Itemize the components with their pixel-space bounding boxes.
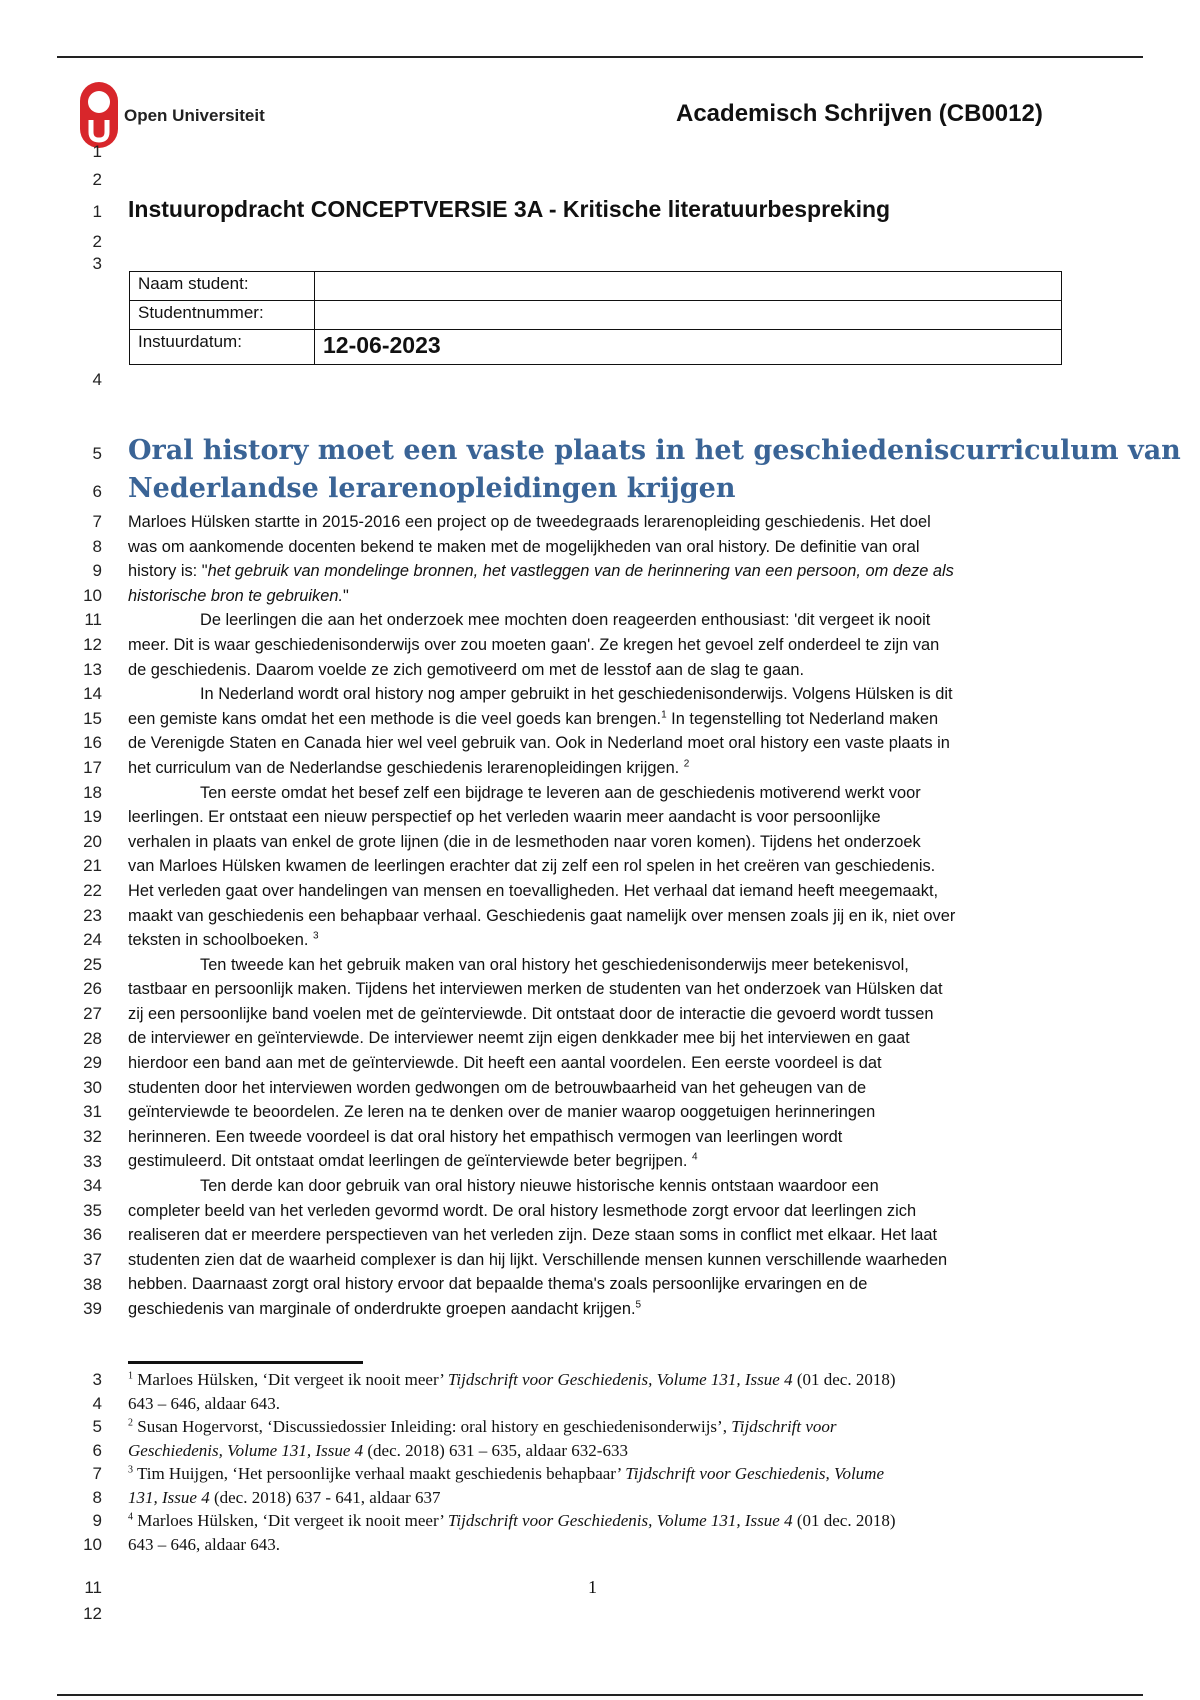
body-line: Ten eerste omdat het besef zelf een bijdrage te leveren aan de geschiedenis motiverend werkt voor (200, 783, 921, 802)
line-number: 34 (83, 1176, 102, 1196)
line-number: 15 (83, 708, 102, 728)
line-number: 35 (83, 1200, 102, 1220)
line-number: 19 (83, 807, 102, 827)
line-number: 4 (92, 370, 102, 389)
body-line: Marloes Hülsken startte in 2015-2016 een project op de tweedegraads lerarenopleiding geschiedenis. Het doel (128, 513, 931, 531)
table-row (130, 272, 1062, 301)
body-line: was om aankomende docenten bekend te maken met de mogelijkheden van oral history. De definitie van oral (128, 537, 920, 556)
line-number: 6 (92, 1440, 102, 1460)
line-number: 33 (83, 1151, 102, 1171)
body-line: de Verenigde Staten en Canada hier wel veel gebruik van. Ook in Nederland moet oral history een vaste plaats in (128, 734, 950, 753)
article-title-line: Nederlandse lerarenopleidingen krijgen (128, 473, 736, 504)
body-line: teksten in schoolboeken. $^3$ (128, 930, 319, 950)
body-line: maakt van geschiedenis een behapbaar verhaal. Geschiedenis gaat namelijk over mensen zoals jij en ik, niet over (128, 906, 956, 925)
footnote-ref: 2 (683, 758, 690, 770)
line-number: 9 (92, 561, 102, 581)
article-body (128, 510, 1068, 1322)
line-number: 12 (83, 635, 102, 654)
body-line: history is: "het gebruik van mondelinge bronnen, het vastleggen van de herinnering van een persoon, om deze als (128, 562, 954, 581)
line-number: 8 (92, 536, 102, 556)
body-line: de geschiedenis. Daarom voelde ze zich gemotiveerd om met de lesstof aan de slag te gaan. (128, 660, 805, 679)
article-title-line: Oral history moet een vaste plaats in het geschiedeniscurriculum van (128, 435, 1181, 466)
table-row (130, 330, 1062, 365)
line-number: 23 (83, 905, 102, 925)
course-title: Academisch Schrijven (CB0012) (676, 100, 1043, 127)
body-line: de interviewer en geïnterviewde. De interviewer neemt zijn eigen denkkader mee bij het interviewen en gaat (128, 1029, 910, 1048)
line-number: 39 (83, 1299, 102, 1319)
line-number: 4 (92, 1393, 102, 1413)
body-line: Ten derde kan door gebruik van oral history nieuwe historische kennis ontstaan waardoor een (200, 1177, 879, 1196)
footnote: 131, Issue 4 (dec. 2018) 637 - 641, aldaar 637 (128, 1487, 441, 1507)
line-number: 2 (92, 232, 102, 251)
body-line: geïnterviewde te beoordelen. Ze leren na te denken over de manier waarop ooggetuigen herinneringen (128, 1103, 876, 1122)
student-info-table (129, 271, 1062, 365)
line-number: 7 (92, 1464, 102, 1483)
line-number: 11 (84, 610, 102, 630)
line-number: 31 (83, 1102, 102, 1122)
top-rule (57, 56, 1143, 58)
line-number: 8 (92, 1487, 102, 1507)
line-number: 13 (83, 659, 102, 679)
body-line: meer. Dit is waar geschiedenisonderwijs over zou moeten gaan'. Ze kregen het gevoel zelf onderdeel te zijn van (128, 635, 940, 654)
article-title (128, 432, 1181, 508)
footnote: Geschiedenis, Volume 131, Issue 4 (dec. 2018) 631 – 635, aldaar 632-633 (128, 1440, 628, 1460)
line-number: 10 (83, 1534, 102, 1554)
line-number: 28 (83, 1028, 102, 1048)
body-line: In Nederland wordt oral history nog amper gebruikt in het geschiedenisonderwijs. Volgens Hülsken is dit (200, 685, 953, 704)
line-number: 1 (92, 202, 102, 221)
line-number: 1 (92, 142, 102, 161)
line-number: 6 (92, 482, 102, 501)
line-number: 37 (83, 1250, 102, 1269)
line-number: 20 (83, 831, 102, 851)
body-line: De leerlingen die aan het onderzoek mee mochten doen reageerden enthousiast: 'dit vergeet ik nooit (200, 611, 931, 630)
footnote-ref: 3 (312, 930, 319, 942)
assignment-title: Instuuropdracht CONCEPTVERSIE 3A - Kritische literatuurbespreking (128, 196, 891, 222)
body-line: historische bron te gebruiken." (128, 586, 349, 605)
student-number-value (315, 301, 1062, 330)
line-number: 10 (83, 585, 102, 605)
line-number: 3 (92, 1370, 102, 1389)
footnote-ref: 1 (661, 709, 667, 721)
logo-text: Open Universiteit (124, 106, 265, 125)
footnote: $^4$ Marloes Hülsken, ‘Dit vergeet ik nooit meer’ Tijdschrift voor Geschiedenis, Volume 131, Issue 4 (01 dec. 2018) (128, 1511, 896, 1530)
name-value (315, 272, 1062, 301)
body-line: verhalen in plaats van enkel de grote lijnen (die in de lesmethoden naar voren komen). Tijdens het onderzoek (128, 832, 921, 851)
submit-date-value: 12-06-2023 (315, 330, 1062, 365)
name-label: Naam student: (130, 272, 315, 301)
line-number: 32 (83, 1127, 102, 1146)
line-number: 5 (92, 1417, 102, 1436)
submit-date-label: Instuurdatum: (130, 330, 315, 365)
footnote: $^2$ Susan Hogervorst, ‘Discussiedossier Inleiding: oral history en geschiedenisonderwijs’, Tijdschrift voor (128, 1417, 837, 1436)
line-number: 16 (83, 733, 102, 753)
body-line: van Marloes Hülsken kwamen de leerlingen erachter dat zij zelf een rol spelen in het creëren van geschiedenis. (128, 857, 936, 876)
line-number: 29 (83, 1053, 102, 1073)
footnote-separator (128, 1361, 363, 1364)
footnote-ref: 5 (635, 1299, 642, 1311)
line-number: 38 (83, 1274, 102, 1294)
line-number: 11 (84, 1578, 102, 1597)
line-number: 21 (83, 856, 102, 876)
line-number: 26 (83, 979, 102, 999)
line-number: 7 (92, 512, 102, 531)
line-number: 12 (83, 1604, 102, 1623)
body-line: Ten tweede kan het gebruik maken van oral history het geschiedenisonderwijs meer betekenisvol, (200, 955, 909, 974)
bottom-rule (57, 1694, 1143, 1696)
body-line: tastbaar en persoonlijk maken. Tijdens het interviewen merken de studenten van het onderzoek van Hülsken dat (128, 980, 943, 999)
line-number: 27 (83, 1004, 102, 1023)
body-line: herinneren. Een tweede voordeel is dat oral history het empathisch vermogen van leerlingen wordt (128, 1127, 843, 1146)
footnote: $^1$ Marloes Hülsken, ‘Dit vergeet ik nooit meer’ Tijdschrift voor Geschiedenis, Volume 131, Issue 4 (01 dec. 2018) (128, 1370, 896, 1389)
line-number: 9 (92, 1511, 102, 1530)
body-line: gestimuleerd. Dit ontstaat omdat leerlingen de geïnterviewde beter begrijpen. $^4$ (128, 1151, 698, 1171)
body-line: completer beeld van het verleden gevormd wordt. De oral history lesmethode zorgt ervoor dat leerlingen zich (128, 1201, 917, 1220)
body-line: hierdoor een band aan met de geïnterviewde. Dit heeft een aantal voordelen. Een eerste voordeel is dat (128, 1054, 882, 1073)
line-number: 5 (92, 444, 102, 463)
body-line: realiseren dat er meerdere perspectieven van het verleden zijn. Deze staan soms in conflict met elkaar. Het laat (128, 1226, 938, 1245)
line-number: 14 (83, 684, 102, 704)
body-line: studenten door het interviewen worden gedwongen om de betrouwbaarheid van het geheugen van de (128, 1078, 867, 1097)
footnote-ref: 4 (692, 1151, 698, 1163)
line-number: 17 (83, 758, 102, 777)
line-number: 2 (92, 170, 102, 189)
body-line: zij een persoonlijke band voelen met de geïnterviewde. Dit ontstaat door de interactie die gevoerd wordt tussen (128, 1004, 934, 1023)
footnote: $^3$ Tim Huijgen, ‘Het persoonlijke verhaal maakt geschiedenis behapbaar’ Tijdschrift voor Geschiedenis, Volume (128, 1464, 884, 1483)
student-number-label: Studentnummer: (130, 301, 315, 330)
footnotes (128, 1368, 1078, 1556)
body-line: een gemiste kans omdat het een methode is die veel goeds kan brengen.$^1$ In tegenstelling tot Nederland maken (128, 709, 939, 728)
body-line: hebben. Daarnaast zorgt oral history ervoor dat bepaalde thema's zoals persoonlijke ervaringen en de (128, 1275, 868, 1294)
body-line: geschiedenis van marginale of onderdrukte groepen aandacht krijgen.$^5$ (128, 1299, 642, 1318)
line-number: 24 (83, 930, 102, 950)
footnote: 643 – 646, aldaar 643. (128, 1393, 281, 1413)
line-number: 3 (92, 254, 102, 273)
table-row (130, 301, 1062, 330)
line-number: 18 (83, 782, 102, 802)
line-number: 36 (83, 1225, 102, 1245)
body-line: Het verleden gaat over handelingen van mensen en toevalligheden. Het verhaal dat iemand heeft meegemaakt, (128, 881, 939, 900)
line-number: 25 (83, 954, 102, 974)
body-line: studenten zien dat de waarheid complexer is dan hij lijkt. Verschillende mensen kunnen verschillende waarheden (128, 1250, 948, 1269)
footnote: 643 – 646, aldaar 643. (128, 1534, 281, 1554)
body-line: het curriculum van de Nederlandse geschiedenis lerarenopleidingen krijgen. $^2$ (128, 758, 690, 777)
line-number: 30 (83, 1077, 102, 1097)
line-number: 22 (83, 881, 102, 900)
body-line: leerlingen. Er ontstaat een nieuw perspectief op het verleden waarin meer aandacht is voor persoonlijke (128, 808, 881, 827)
page-number: 1 (588, 1577, 597, 1597)
